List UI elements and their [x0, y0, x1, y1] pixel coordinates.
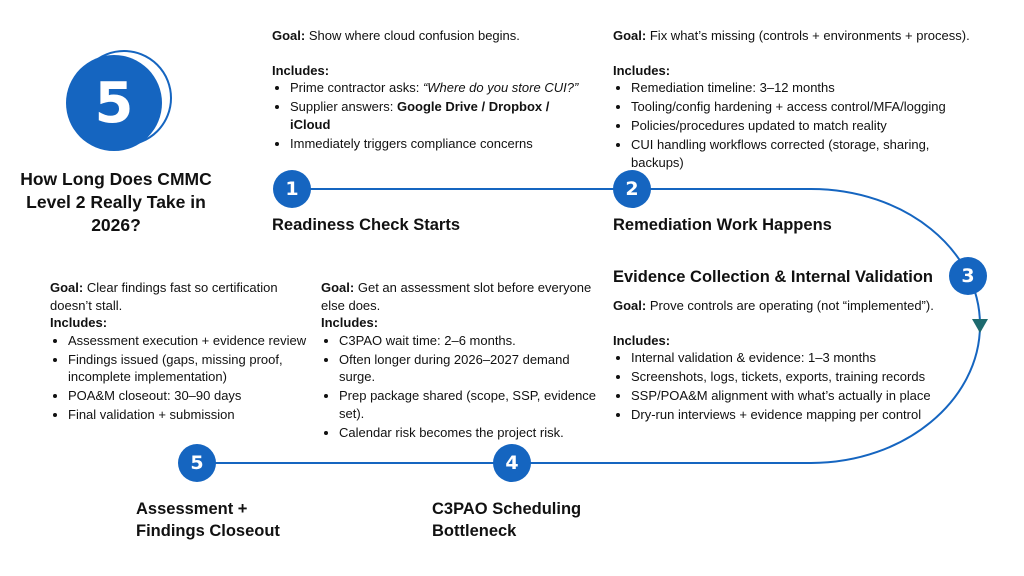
list-item: • Findings issued (gaps, missing proof, incomplete implementation)	[68, 351, 310, 386]
list-item: • CUI handling workflows corrected (storage, sharing, backups)	[631, 136, 981, 171]
list-item: • C3PAO wait time: 2–6 months.	[339, 332, 601, 350]
list-item: • Prep package shared (scope, SSP, evidence set).	[339, 387, 601, 422]
step-2-goal: Goal: Fix what’s missing (controls + environments + process).	[613, 28, 970, 43]
step-4-goal: Goal: Get an assessment slot before everyone else does.	[321, 280, 592, 313]
step-2-title: Remediation Work Happens	[613, 216, 832, 234]
step-4-includes-label: Includes:	[321, 315, 379, 330]
step-3-badge: 3	[949, 257, 987, 295]
step-4-list	[321, 332, 601, 442]
step-1-details	[272, 27, 582, 154]
step-1-title: Readiness Check Starts	[272, 216, 461, 234]
list-item: • Prime contractor asks: “Where do you store CUI?”	[290, 79, 582, 97]
step-5-badge: 5	[178, 444, 216, 482]
big-number-badge: 5	[66, 55, 162, 151]
list-item: • Final validation + submission	[68, 406, 310, 424]
step-1-list	[272, 79, 582, 152]
step-1-includes-label: Includes:	[272, 62, 330, 78]
list-item: • Calendar risk becomes the project risk.	[339, 424, 601, 442]
step-5-goal: Goal: Clear findings fast so certification doesn’t stall.	[50, 280, 278, 313]
list-item: • Supplier answers: Google Drive / Dropbox / iCloud	[290, 98, 582, 133]
step-1-goal: Goal: Show where cloud confusion begins.	[272, 28, 520, 43]
step-2-list	[613, 79, 981, 171]
list-item: • SSP/POA&M alignment with what’s actually in place	[631, 387, 963, 405]
list-item: • Remediation timeline: 3–12 months	[631, 79, 981, 97]
step-3-title: Evidence Collection & Internal Validation	[613, 268, 933, 286]
list-item: • Often longer during 2026–2027 demand surge.	[339, 351, 601, 386]
arrow-head-icon	[972, 319, 988, 333]
main-title: How Long Does CMMC Level 2 Really Take in 2026?	[20, 169, 212, 235]
step-4-details	[321, 279, 601, 443]
list-item: • Screenshots, logs, tickets, exports, training records	[631, 368, 963, 386]
step-3-goal: Goal: Prove controls are operating (not “implemented”).	[613, 298, 934, 313]
step-3-details	[613, 297, 963, 425]
step-2-includes-label: Includes:	[613, 62, 671, 78]
step-5-title: Assessment + Findings Closeout	[136, 500, 280, 540]
list-item: • Dry-run interviews + evidence mapping per control	[631, 406, 963, 424]
step-3-includes-label: Includes:	[613, 332, 671, 348]
step-2-details	[613, 27, 1003, 173]
list-item: • Assessment execution + evidence review	[68, 332, 310, 350]
list-item: • Internal validation & evidence: 1–3 months	[631, 349, 963, 367]
step-5-includes-label: Includes:	[50, 315, 108, 330]
step-5-details	[50, 279, 310, 425]
step-1-badge: 1	[273, 170, 311, 208]
list-item: • POA&M closeout: 30–90 days	[68, 387, 310, 405]
step-4-badge: 4	[493, 444, 531, 482]
step-4-title: C3PAO Scheduling Bottleneck	[432, 500, 582, 540]
list-item: • Immediately triggers compliance concerns	[290, 135, 582, 153]
step-2-badge: 2	[613, 170, 651, 208]
list-item: • Tooling/config hardening + access control/MFA/logging	[631, 98, 981, 116]
list-item: • Policies/procedures updated to match reality	[631, 117, 981, 135]
step-5-list	[50, 332, 310, 424]
step-3-list	[613, 349, 963, 424]
